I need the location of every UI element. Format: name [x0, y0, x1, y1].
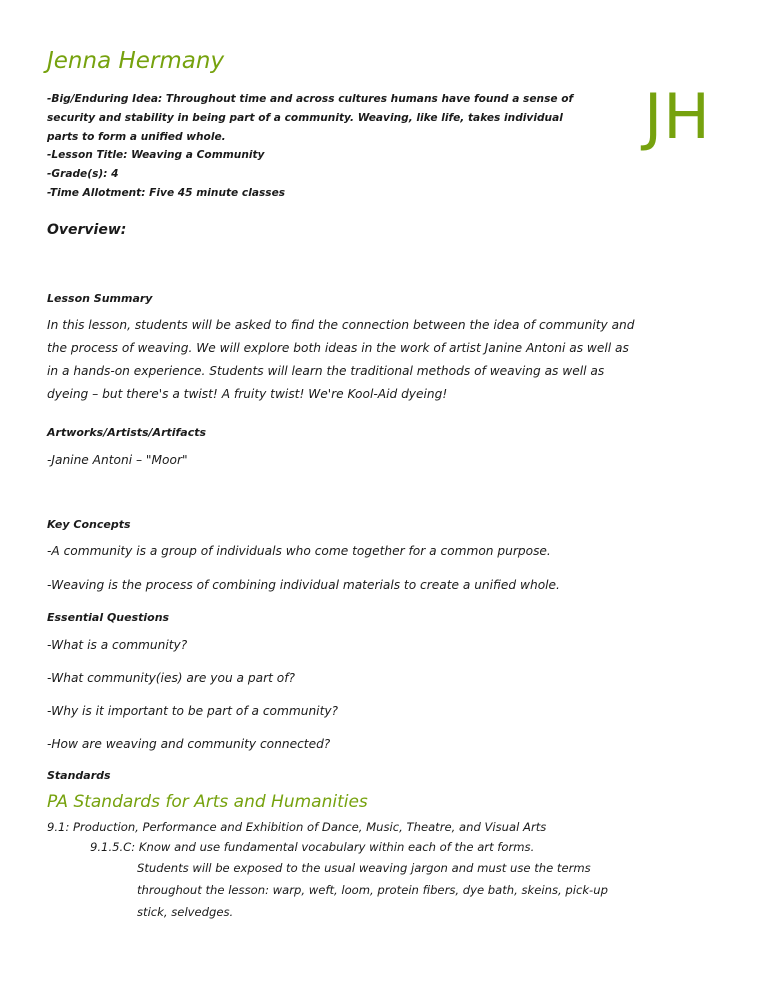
header-line: security and stability in being part of a community. Weaving, like life, takes individual — [47, 112, 563, 124]
author-name: Jenna Hermany — [47, 48, 225, 74]
standards-heading: Standards — [47, 769, 111, 782]
concept-item: -Weaving is the process of combining individual materials to create a unified whole. — [47, 578, 560, 592]
substandard-item: 9.1.5.C: Know and use fundamental vocabulary within each of the art forms. — [90, 840, 535, 854]
standard-detail-line: Students will be exposed to the usual weaving jargon and must use the terms — [137, 861, 591, 875]
standard-detail-line: throughout the lesson: warp, weft, loom, protein fibers, dye bath, skeins, pick-up — [137, 883, 608, 897]
concept-item: -A community is a group of individuals who come together for a common purpose. — [47, 544, 551, 558]
monogram-logo: JH — [644, 80, 711, 153]
lesson-title: -Lesson Title: Weaving a Community — [47, 149, 265, 161]
lesson-summary-heading: Lesson Summary — [47, 292, 153, 305]
summary-line: in a hands-on experience. Students will learn the traditional methods of weaving as well as — [47, 364, 605, 378]
artwork-item: -Janine Antoni – "Moor" — [47, 453, 188, 467]
question-item: -Why is it important to be part of a community? — [47, 704, 339, 718]
artworks-heading: Artworks/Artists/Artifacts — [47, 426, 207, 439]
header-line: -Big/Enduring Idea: Throughout time and across cultures humans have found a sense of — [47, 93, 574, 105]
question-item: -What community(ies) are you a part of? — [47, 671, 295, 685]
standard-detail-line: stick, selvedges. — [137, 905, 234, 919]
header-line: parts to form a unified whole. — [47, 131, 226, 143]
overview-heading: Overview: — [47, 222, 127, 238]
summary-line: the process of weaving. We will explore both ideas in the work of artist Janine Antoni as well as — [47, 341, 629, 355]
standard-item: 9.1: Production, Performance and Exhibition of Dance, Music, Theatre, and Visual Arts — [47, 820, 547, 834]
essential-questions-heading: Essential Questions — [47, 611, 170, 624]
question-item: -How are weaving and community connected? — [47, 737, 331, 751]
key-concepts-heading: Key Concepts — [47, 518, 131, 531]
time-allotment: -Time Allotment: Five 45 minute classes — [47, 187, 286, 199]
summary-line: dyeing – but there's a twist! A fruity twist! We're Kool-Aid dyeing! — [47, 387, 448, 401]
question-item: -What is a community? — [47, 638, 188, 652]
summary-line: In this lesson, students will be asked to find the connection between the idea of community and — [47, 318, 635, 332]
pa-standards-heading: PA Standards for Arts and Humanities — [47, 792, 368, 812]
grade: -Grade(s): 4 — [47, 168, 119, 180]
